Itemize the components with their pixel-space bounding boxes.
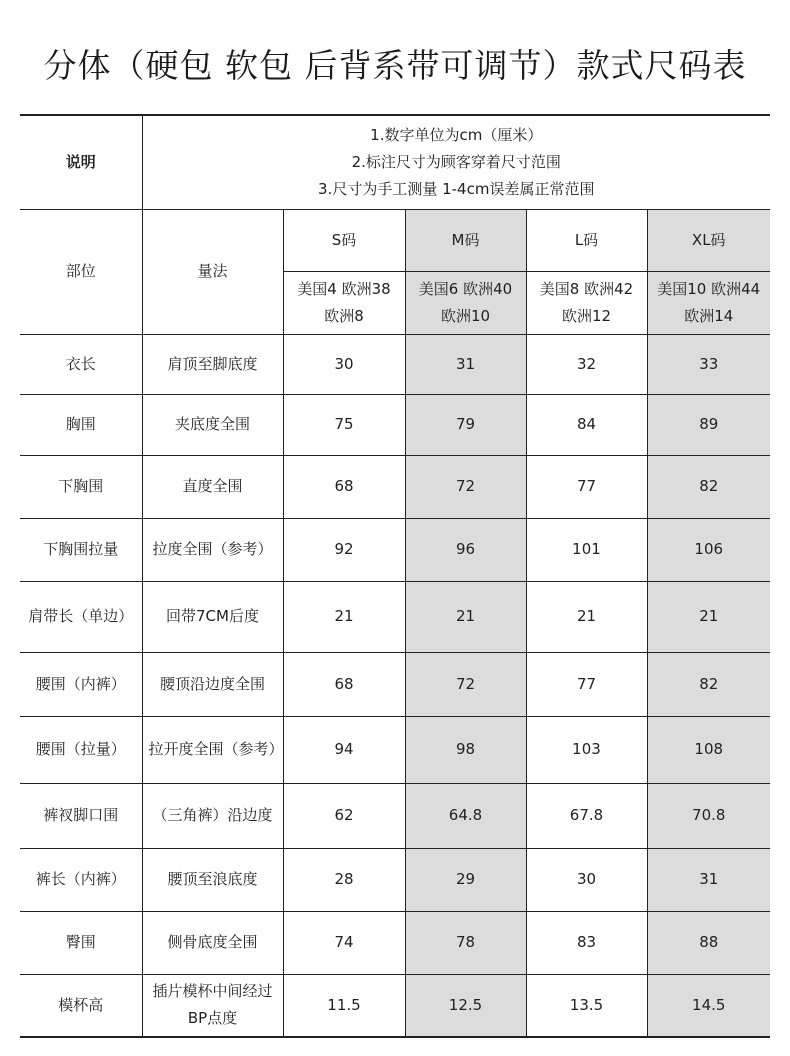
part-cell: 肩带长（单边） xyxy=(20,581,142,652)
value-cell: 74 xyxy=(283,911,405,974)
value-cell: 83 xyxy=(526,911,647,974)
table-row xyxy=(20,848,770,911)
table-row xyxy=(20,518,770,581)
method-cell: 夹底度全围 xyxy=(142,394,283,455)
value-cell: 108 xyxy=(647,716,770,783)
value-cell: 30 xyxy=(283,334,405,394)
value-cell: 72 xyxy=(405,455,526,518)
value-cell: 68 xyxy=(283,455,405,518)
table-row xyxy=(20,581,770,652)
value-cell: 32 xyxy=(526,334,647,394)
method-cell: 侧骨底度全围 xyxy=(142,911,283,974)
region-m xyxy=(405,271,526,334)
value-cell: 72 xyxy=(405,652,526,716)
notes-label: 说明 xyxy=(20,115,142,209)
value-cell: 98 xyxy=(405,716,526,783)
part-cell: 腰围（内裤） xyxy=(20,652,142,716)
value-cell: 21 xyxy=(526,581,647,652)
region-line: 欧洲10 xyxy=(440,306,491,325)
table-row xyxy=(20,394,770,455)
method-cell: 肩顶至脚底度 xyxy=(142,334,283,394)
notes-content xyxy=(142,115,770,209)
value-cell: 21 xyxy=(283,581,405,652)
table-row xyxy=(20,911,770,974)
value-cell: 64.8 xyxy=(405,783,526,848)
part-cell: 模杯高 xyxy=(20,974,142,1037)
value-cell: 31 xyxy=(405,334,526,394)
value-cell: 82 xyxy=(647,455,770,518)
method-cell: 腰顶沿边度全围 xyxy=(142,652,283,716)
value-cell: 82 xyxy=(647,652,770,716)
value-cell: 14.5 xyxy=(647,974,770,1037)
region-line: 美国4 欧洲38 xyxy=(297,279,391,298)
value-cell: 78 xyxy=(405,911,526,974)
method-cell: 拉度全围（参考） xyxy=(142,518,283,581)
value-cell: 30 xyxy=(526,848,647,911)
value-cell: 11.5 xyxy=(283,974,405,1037)
value-cell: 29 xyxy=(405,848,526,911)
region-line: 美国8 欧洲42 xyxy=(539,279,634,298)
value-cell: 101 xyxy=(526,518,647,581)
value-cell: 31 xyxy=(647,848,770,911)
table-row xyxy=(20,783,770,848)
value-cell: 92 xyxy=(283,518,405,581)
page-title: 分体（硬包 软包 后背系带可调节）款式尺码表 xyxy=(43,46,747,85)
region-s xyxy=(283,271,405,334)
value-cell: 103 xyxy=(526,716,647,783)
size-header-m: M码 xyxy=(405,209,526,271)
value-cell: 75 xyxy=(283,394,405,455)
region-xl xyxy=(647,271,770,334)
value-cell: 68 xyxy=(283,652,405,716)
note-line: 1.数字单位为cm（厘米） xyxy=(370,125,543,144)
region-l xyxy=(526,271,647,334)
part-header: 部位 xyxy=(20,209,142,334)
region-line: 欧洲8 xyxy=(324,306,364,325)
part-cell: 下胸围拉量 xyxy=(20,518,142,581)
part-cell: 臀围 xyxy=(20,911,142,974)
note-line: 2.标注尺寸为顾客穿着尺寸范围 xyxy=(351,152,561,171)
value-cell: 70.8 xyxy=(647,783,770,848)
method-cell: 回带7CM后度 xyxy=(142,581,283,652)
note-line: 3.尺寸为手工测量 1-4cm误差属正常范围 xyxy=(318,179,595,198)
part-cell: 腰围（拉量） xyxy=(20,716,142,783)
size-label-row xyxy=(20,209,770,271)
value-cell: 28 xyxy=(283,848,405,911)
method-cell: （三角裤）沿边度 xyxy=(142,783,283,848)
value-cell: 96 xyxy=(405,518,526,581)
method-cell: 直度全围 xyxy=(142,455,283,518)
method-cell: 插片模杯中间经过BP点度 xyxy=(142,974,283,1037)
notes-row xyxy=(20,115,770,209)
region-line: 美国6 欧洲40 xyxy=(418,279,513,298)
value-cell: 13.5 xyxy=(526,974,647,1037)
value-cell: 84 xyxy=(526,394,647,455)
method-cell: 拉开度全围（参考） xyxy=(142,716,283,783)
table-row xyxy=(20,974,770,1037)
value-cell: 77 xyxy=(526,652,647,716)
table-row xyxy=(20,716,770,783)
table-row xyxy=(20,652,770,716)
part-cell: 下胸围 xyxy=(20,455,142,518)
value-cell: 67.8 xyxy=(526,783,647,848)
value-cell: 62 xyxy=(283,783,405,848)
region-line: 美国10 欧洲44 xyxy=(657,279,761,298)
table-row xyxy=(20,455,770,518)
size-header-s: S码 xyxy=(283,209,405,271)
value-cell: 77 xyxy=(526,455,647,518)
part-cell: 胸围 xyxy=(20,394,142,455)
size-header-xl: XL码 xyxy=(647,209,770,271)
value-cell: 94 xyxy=(283,716,405,783)
value-cell: 88 xyxy=(647,911,770,974)
value-cell: 33 xyxy=(647,334,770,394)
value-cell: 21 xyxy=(647,581,770,652)
part-cell: 衣长 xyxy=(20,334,142,394)
table-row xyxy=(20,334,770,394)
region-line: 欧洲12 xyxy=(561,306,612,325)
method-header: 量法 xyxy=(142,209,283,334)
part-cell: 裤衩脚口围 xyxy=(20,783,142,848)
value-cell: 79 xyxy=(405,394,526,455)
value-cell: 12.5 xyxy=(405,974,526,1037)
part-cell: 裤长（内裤） xyxy=(20,848,142,911)
method-cell: 腰顶至浪底度 xyxy=(142,848,283,911)
size-header-l: L码 xyxy=(526,209,647,271)
value-cell: 89 xyxy=(647,394,770,455)
value-cell: 21 xyxy=(405,581,526,652)
region-line: 欧洲14 xyxy=(684,306,734,325)
value-cell: 106 xyxy=(647,518,770,581)
size-chart-table xyxy=(20,114,770,1038)
